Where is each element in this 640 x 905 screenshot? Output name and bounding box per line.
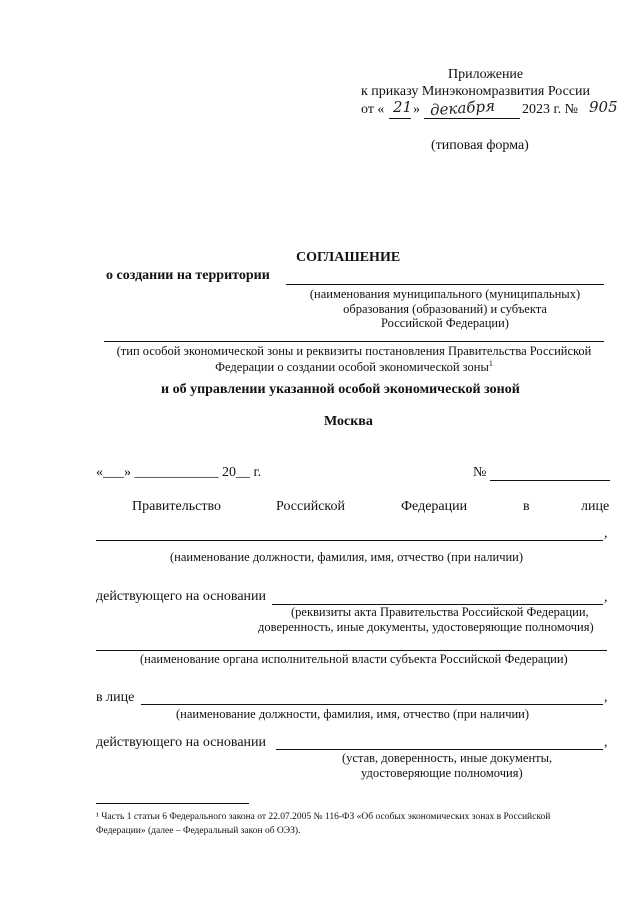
party2-org-hint: (наименование органа исполнительной власти субъекта Российской Федерации) [140,652,568,666]
zone-field [104,341,604,342]
number-sign: № [473,465,487,480]
year-and-number-label: 2023 г. № [522,102,579,117]
party1-basis-hint-1: (реквизиты акта Правительства Российской Федерации, [291,605,589,619]
party2-person-label: в лице [96,690,135,705]
management-subtitle: и об управлении указанной особой экономической зоной [161,382,520,397]
party1-name-hint: (наименование должности, фамилия, имя, отчество (при наличии) [170,550,524,564]
territory-label: о создании на территории [106,268,270,283]
party2-basis-hint-1: (устав, доверенность, иные документы, [342,751,553,765]
party1-basis-hint-2: доверенность, иные документы, удостоверяющие полномочия) [258,620,594,634]
zone-hint-1: (тип особой экономической зоны и реквизиты постановления Правительства Российской [116,344,592,358]
party1-word-1: Правительство [132,499,221,514]
zone-hint-2: Федерации о создании особой экономической зоны$^1$ [215,359,493,375]
party1-name-field [96,540,603,541]
date-prefix: от « [361,102,385,117]
party2-person-field [141,704,603,705]
party2-basis-hint-2: удостоверяющие полномочия) [361,766,523,780]
territory-hint-1: (наименования муниципального (муниципальных) [309,287,581,301]
order-reference: к приказу Минэкономразвития России [361,84,591,99]
date-quote: » [413,102,420,117]
party1-word-3: Федерации [401,499,468,514]
party2-person-hint: (наименование должности, фамилия, имя, отчество (при наличии) [176,707,530,721]
comma: , [604,690,608,705]
document-title: СОГЛАШЕНИЕ [296,250,401,265]
comma: , [604,526,608,541]
agreement-date-blank: «___» ____________ 20__ г. [96,465,262,480]
party2-org-field [96,650,607,651]
party1-word-5: лице [581,499,610,514]
comma: , [604,735,608,750]
footnote-separator [96,803,249,804]
form-type: (типовая форма) [431,138,529,153]
number-handwritten: 905 [589,98,618,116]
territory-field [286,284,604,285]
comma: , [604,590,608,605]
party1-word-4: в [523,499,530,514]
day-handwritten: 21 [393,98,413,116]
party2-basis-label: действующего на основании [96,735,267,750]
party1-word-2: Российской [276,499,345,514]
appendix-label: Приложение [448,67,524,82]
territory-hint-3: Российской Федерации) [381,316,509,330]
agreement-number-field [490,480,610,481]
territory-hint-2: образования (образований) и субъекта [343,302,547,316]
city: Москва [324,414,373,429]
month-handwritten: декабря [429,96,496,120]
party2-basis-field [276,749,603,750]
footnote-line-2: Федерации» (далее – Федеральный закон об ОЭЗ). [96,826,301,836]
party1-basis-label: действующего на основании [96,589,267,604]
footnote-line-1: ¹ Часть 1 статьи 6 Федерального закона от 22.07.2005 № 116-ФЗ «Об особых экономических зонах в Российской [96,812,551,822]
